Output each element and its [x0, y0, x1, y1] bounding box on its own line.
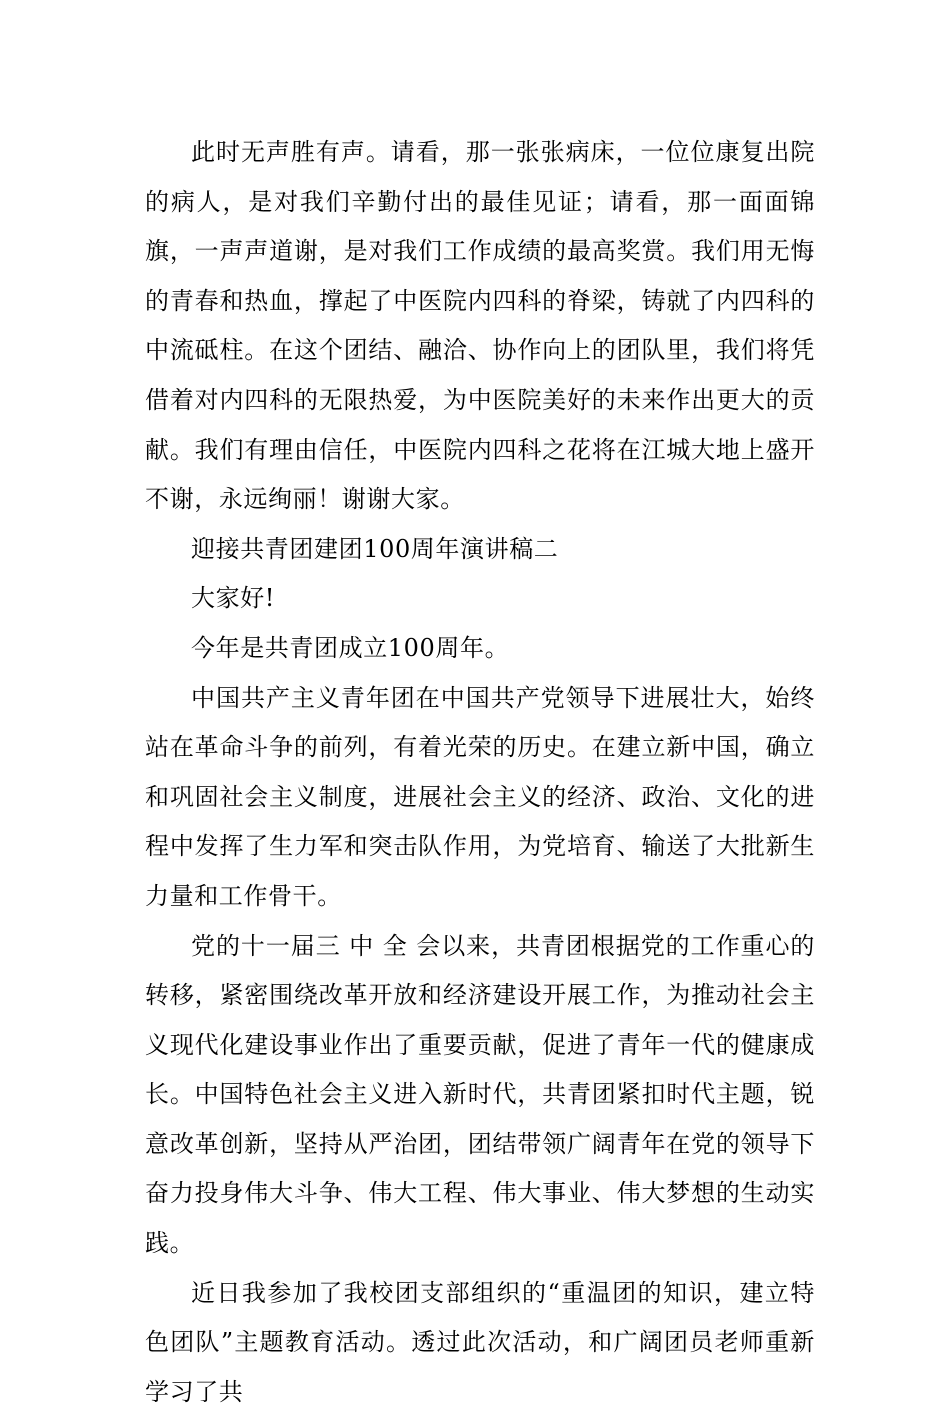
- paragraph-closing: 此时无声胜有声。请看，那一张张病床，一位位康复出院的病人，是对我们辛勤付出的最佳见证；请看，那一面面锦旗，一声声道谢，是对我们工作成绩的最高奖赏。我们用无悔的青春和热血，撑起了中医院内四科的脊梁，铸就了内四科的中流砥柱。在这个团结、融洽、协作向上的团队里，我们将凭借着对内四科的无限热爱，为中医院美好的未来作出更大的贡献。我们有理由信任，中医院内四科之花将在江城大地上盛开不谢，永远绚丽！谢谢大家。: [145, 138, 815, 514]
- paragraph-reform: 党的十一届三 中 全 会以来，共青团根据党的工作重心的转移，紧密围绕改革开放和经济建设开展工作，为推动社会主义现代化建设事业作出了重要贡献，促进了青年一代的健康成长。中国特色社会主义进入新时代，共青团紧扣时代主题，锐意改革创新，坚持从严治团，团结带领广阔青年在党的领导下奋力投身伟大斗争、伟大工程、伟大事业、伟大梦想的生动实践。: [145, 931, 815, 1258]
- greeting: 大家好!: [191, 584, 276, 613]
- paragraph-intro: 今年是共青团成立100周年。: [191, 633, 510, 662]
- speech-title: 迎接共青团建团100周年演讲稿二: [191, 534, 559, 563]
- paragraph-activity: 近日我参加了我校团支部组织的“重温团的知识，建立特色团队”主题教育活动。透过此次活动，和广阔团员老师重新学习了共: [145, 1278, 815, 1406]
- document-body: [145, 128, 815, 1417]
- paragraph-history: 中国共产主义青年团在中国共产党领导下进展壮大，始终站在革命斗争的前列，有着光荣的历史。在建立新中国，确立和巩固社会主义制度，进展社会主义的经济、政治、文化的进程中发挥了生力军和突击队作用，为党培育、输送了大批新生力量和工作骨干。: [145, 683, 815, 910]
